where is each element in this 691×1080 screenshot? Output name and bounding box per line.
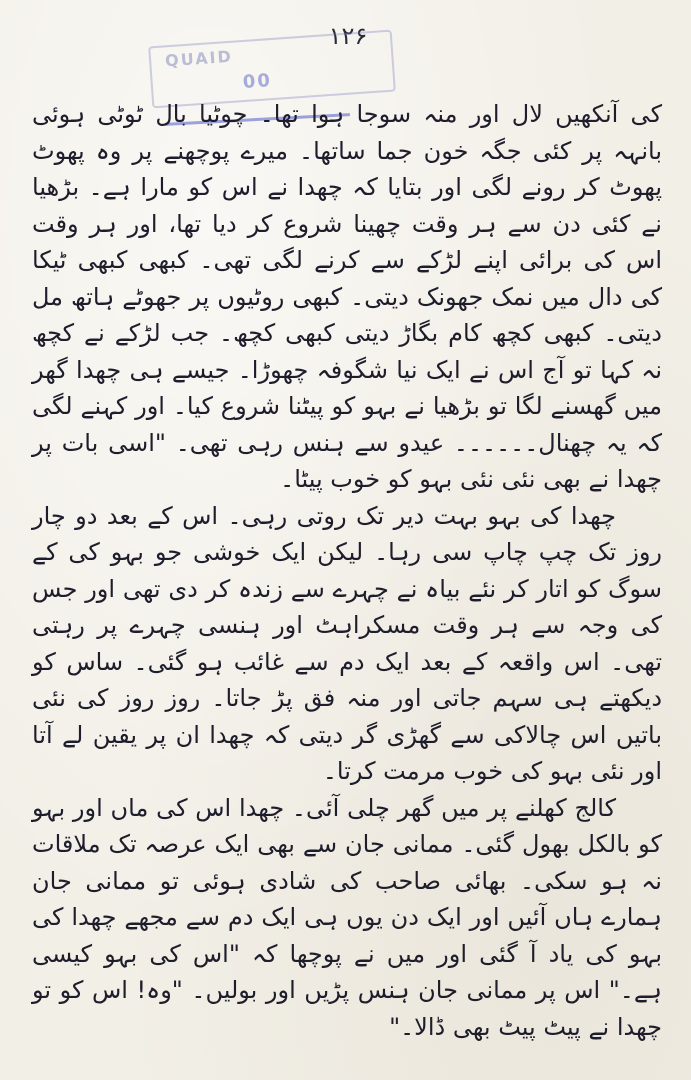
stamp-bottom-text: 00 (242, 70, 273, 94)
stamp-top-text: QUAID (164, 46, 234, 71)
body-text (32, 96, 662, 1045)
paragraph-1: کی آنکھیں لال اور منہ سوجا ہوا تھا۔ چوٹیا بال ٹوٹی ہوئی بانہہ پر کئی جگہ خون جما ساتھا۔ میرے پوچھنے پر وہ پھوٹ پھوٹ کر رونے لگی اور بتایا کہ چھدا نے اس کو مارا ہے۔ بڑھیا نے کئی دن سے ہر وقت چھینا شروع کر دیا تھا، اور ہر وقت اس کی برائی اپنے لڑکے سے کرنے لگی تھی۔ کبھی کبھی ٹیکا کی دال میں نمک جھونک دیتی۔ کبھی روٹیوں پر جھوٹے ہاتھ مل دیتی۔ کبھی کچھ کام بگاڑ دیتی کبھی کچھ۔ جب لڑکے نے کچھ نہ کہا تو آج اس نے ایک نیا شگوفہ چھوڑا۔ جیسے ہی چھدا گھر میں گھسنے لگا تو بڑھیا نے بہو کو پیٹنا شروع کیا۔ اور کہنے لگی کہ یہ چھنال۔۔۔۔۔۔ عیدو سے ہنس رہی تھی۔ "اسی بات پر چھدا نے بھی نئی نئی بہو کو خوب پیٹا۔ (32, 100, 662, 493)
page-number: ۱۲۶ (328, 22, 368, 50)
paragraph-3: کالج کھلنے پر میں گھر چلی آئی۔ چھدا اس کی ماں اور بہو کو بالکل بھول گئی۔ ممانی جان سے بھی ایک عرصہ تک ملاقات نہ ہو سکی۔ بھائی صاحب کی شادی ہوئی تو ممانی جان ہمارے ہاں آئیں اور ایک دن یوں ہی ایک دم سے مجھے چھدا کی بہو کی یاد آ گئی اور میں نے پوچھا کہ "اس کی بہو کیسی ہے۔" اس پر ممانی جان ہنس پڑیں اور بولیں۔ "وہ! اس کو تو چھدا نے پیٹ پیٹ بھی ڈالا۔" (32, 793, 662, 1041)
paragraph-2: چھدا کی بہو بہت دیر تک روتی رہی۔ اس کے بعد دو چار روز تک چپ چاپ سی رہا۔ لیکن ایک خوشی جو بہو کی کے سوگ کو اتار کر نئے بیاہ نے چہرے سے زندہ کر دی تھی اور جس کی وجہ سے ہر وقت مسکراہٹ اور ہنسی چہرے پر رہتی تھی۔ اس واقعہ کے بعد ایک دم سے غائب ہو گئی۔ ساس کو دیکھتے ہی سہم جاتی اور منہ فق پڑ جاتا۔ روز روز کی نئی باتیں اس چالاکی سے گھڑی گر دیتی کہ چھدا ان پر یقین لے آتا اور نئی بہو کی خوب مرمت کرتا۔ (32, 501, 662, 785)
